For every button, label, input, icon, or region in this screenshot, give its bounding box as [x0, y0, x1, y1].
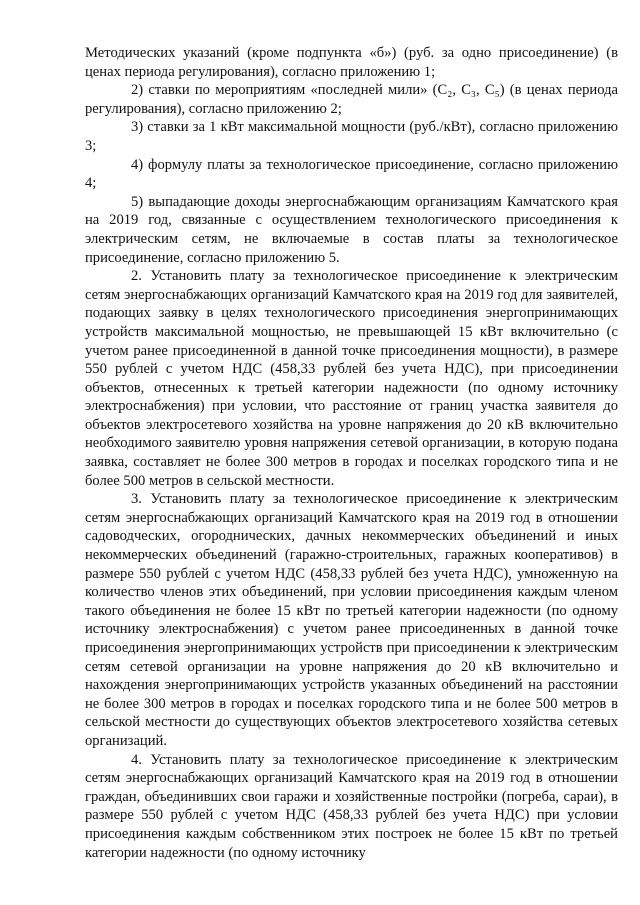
- paragraph-item-5-lost-revenue: 5) выпадающие доходы энергоснабжающим организациям Камчатского края на 2019 год, связанные с осуществлением технологического присоединения к электрическим сетям, не включаемые в состав платы за технологическое присоединение, согласно приложению 5.: [85, 193, 618, 266]
- paragraph-section-2: 2. Установить плату за технологическое присоединение к электрическим сетям энергоснабжающих организаций Камчатского края на 2019 год для заявителей, подающих заявку в целях технологического присоединения энергопринимающих устройств максимальной мощностью, не превышающей 15 кВт включительно (с учетом ранее присоединенной в данной точке присоединения мощности), в размере 550 рублей с учетом НДС (458,33 рублей без учета НДС), при присоединении объектов, отнесенных к третьей категории надежности (по одному источнику электроснабжения) при условии, что расстояние от границ участка заявителя до объектов электросетевого хозяйства на уровне напряжения до 20 кВ включительно необходимого заявителю уровня напряжения сетевой организации, в которую подана заявка, составляет не более 300 метров в городах и поселках городского типа и не более 500 метров в сельской местности.: [85, 268, 618, 489]
- paragraph-section-4: 4. Установить плату за технологическое присоединение к электрическим сетям энергоснабжающих организаций Камчатского края на 2019 год в отношении граждан, объединивших свои гаражи и хозяйственные постройки (погреба, сараи), в размере 550 рублей с учетом НДС (458,33 рублей без учета НДС) при условии присоединения каждым собственником этих построек не более 15 кВт по третьей категории надежности (по одному источнику: [85, 751, 618, 861]
- paragraph-item-4-fee-formula: 4) формулу платы за технологическое присоединение, согласно приложению 4;: [85, 156, 618, 192]
- paragraph-item-3-kw-rates: 3) ставки за 1 кВт максимальной мощности (руб./кВт), согласно приложению 3;: [85, 119, 618, 154]
- paragraph-continuation: Методических указаний (кроме подпункта «б») (руб. за одно присоединение) (в ценах периода регулирования), согласно приложению 1;: [85, 45, 618, 80]
- paragraph-section-3: 3. Установить плату за технологическое присоединение к электрическим сетям энергоснабжающих организаций Камчатского края на 2019 год в отношении садоводческих, огороднических, дачных некоммерческих объединений и иных некоммерческих объединений (гаражно-строительных, гаражных кооперативов) в размере 550 рублей с учетом НДС (458,33 рублей без учета НДС), умноженную на количество членов этих объединений, при условии присоединения каждым членом такого объединения не более 15 кВт по третьей категории надежности (по одному источнику электроснабжения) с учетом ранее присоединенных в данной точке присоединения энергопринимающих устройств при присоединении к электрическим сетям сетевой организации на уровне напряжения до 20 кВ включительно и нахождения энергопринимающих устройств указанных объединений на расстоянии не более 300 метров в городах и поселках городского типа и не более 500 метров в сельской местности до существующих объектов электросетевого хозяйства сетевых организаций.: [85, 491, 618, 749]
- paragraph-item-2-last-mile-rates: 2) ставки по мероприятиям «последней мили» (C₂, C₃, C₅) (в ценах периода регулирования), согласно приложению 2;: [85, 82, 618, 117]
